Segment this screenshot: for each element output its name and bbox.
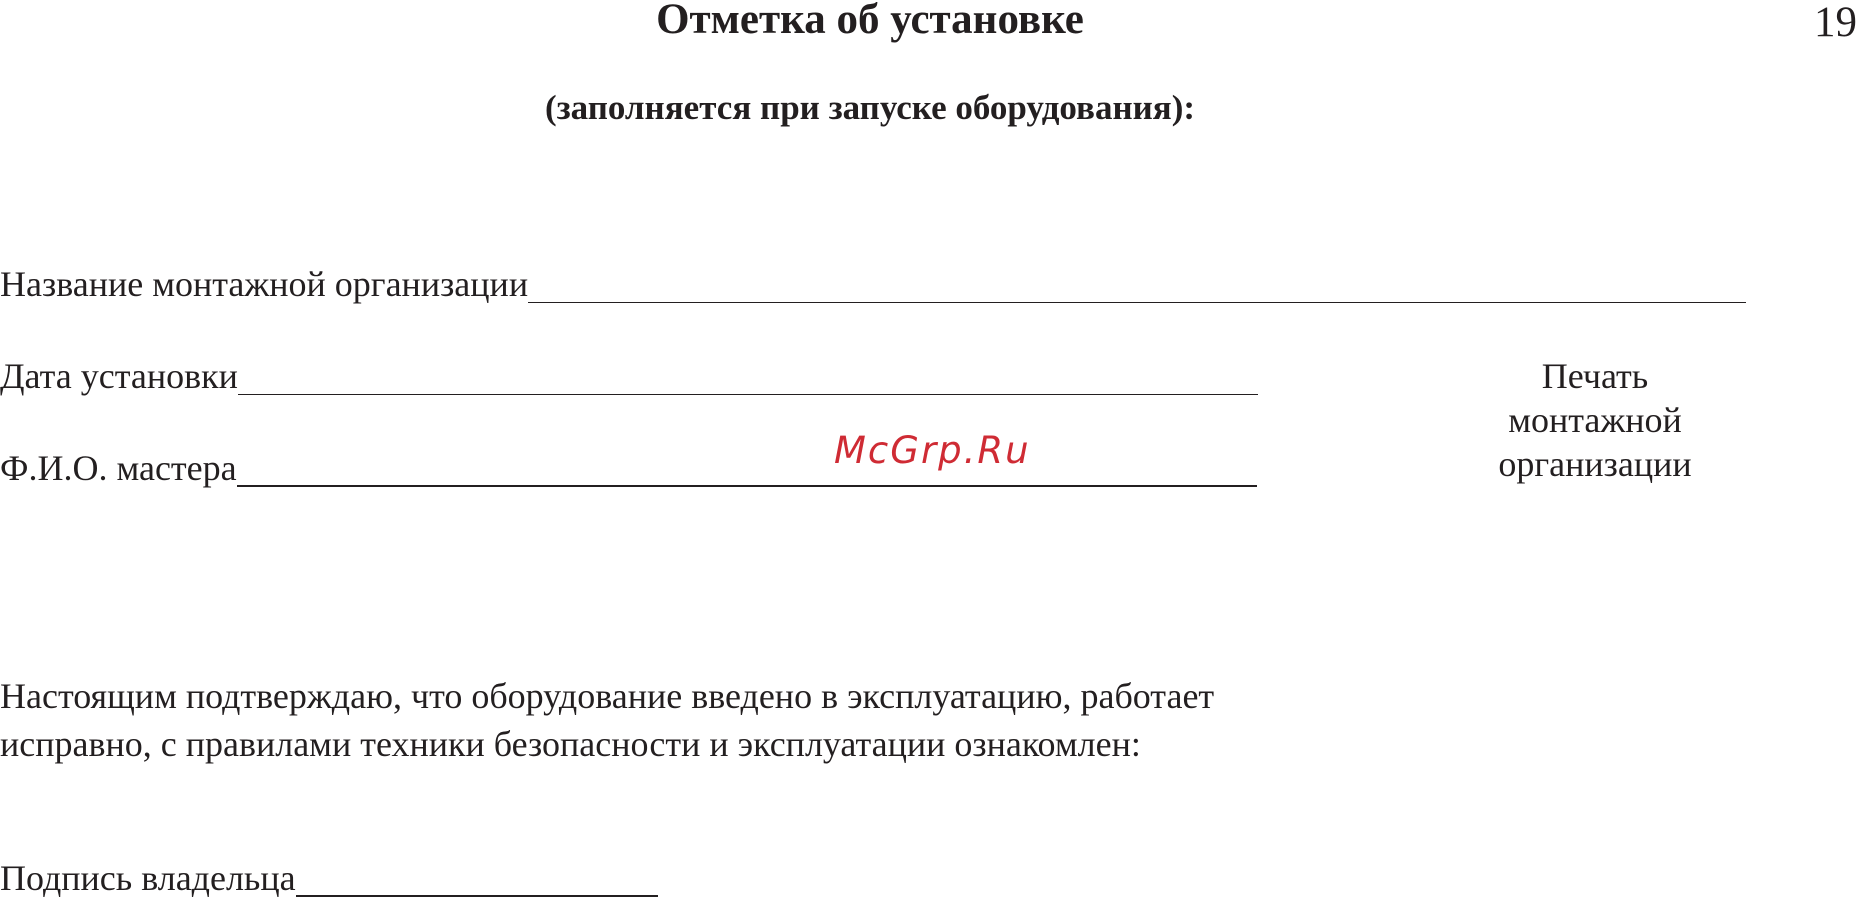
page-number: 19 xyxy=(1814,0,1857,46)
owner-signature-field xyxy=(0,856,658,900)
stamp-line: Печать xyxy=(1541,356,1649,396)
page-title: Отметка об установке xyxy=(656,0,1084,43)
organization-input-line[interactable] xyxy=(528,302,1746,303)
organization-label: Название монтажной организации xyxy=(0,264,529,304)
master-name-label: Ф.И.О. мастера xyxy=(0,448,237,488)
master-name-input-line[interactable] xyxy=(237,485,1257,487)
organization-field xyxy=(0,262,1746,306)
confirmation-line: Настоящим подтверждаю, что оборудование введено в эксплуатацию, работает xyxy=(0,676,1215,716)
page-subtitle: (заполняется при запуске оборудования): xyxy=(544,88,1196,127)
watermark: McGrp.Ru xyxy=(834,429,1031,472)
install-date-input-line[interactable] xyxy=(238,394,1258,395)
confirmation-line: исправно, с правилами техники безопасности и эксплуатации ознакомлен: xyxy=(0,724,1141,764)
master-name-field xyxy=(0,446,1257,490)
install-date-label: Дата установки xyxy=(0,356,238,396)
install-date-field xyxy=(0,354,1258,398)
stamp-line: монтажной xyxy=(1508,400,1682,440)
owner-signature-input-line[interactable] xyxy=(296,895,658,897)
stamp-line: организации xyxy=(1498,444,1692,484)
stamp-area xyxy=(1460,354,1730,486)
confirmation-text xyxy=(0,672,1400,768)
owner-signature-label: Подпись владельца xyxy=(0,858,296,898)
